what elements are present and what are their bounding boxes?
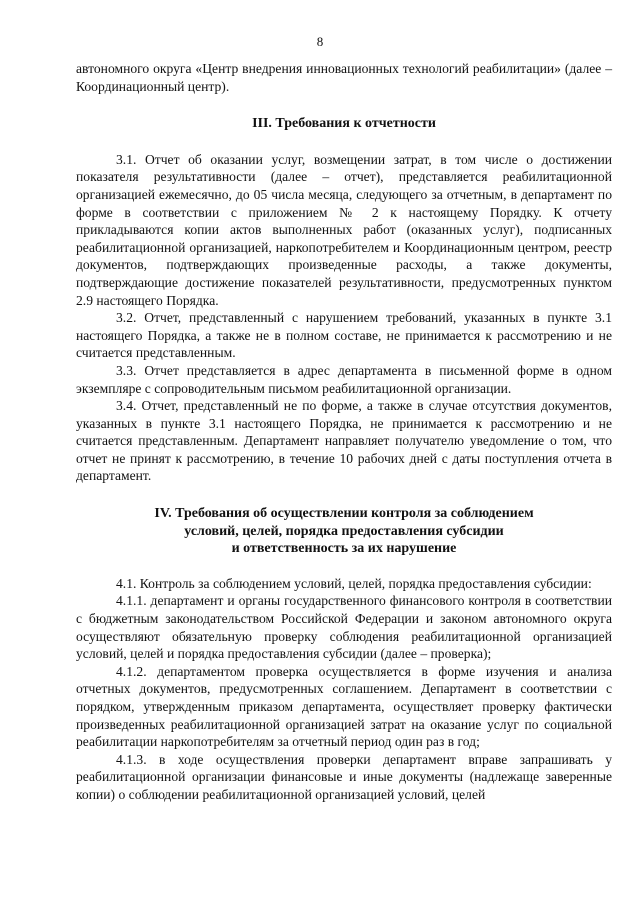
section-4-title-line: IV. Требования об осуществлении контроля за соблюдением: [154, 506, 534, 522]
paragraph-3-4: 3.4. Отчет, представленный не по форме, а также в случае отсутствия документов, указанных в пункте 3.1 настоящего Порядка, не принимается к рассмотрению и не считается представленным. Департамент направляет получателю уведомление о том, что отчет не принят к рассмотрению, в течение 10 рабочих дней с даты поступления отчета в департамент.: [76, 398, 612, 484]
document-body: [76, 60, 612, 804]
paragraph-3-3: 3.3. Отчет представляется в адрес департамента в письменной форме в одном экземпляре с сопроводительным письмом реабилитационной организации.: [76, 362, 612, 396]
section-3-title: III. Требования к отчетности: [252, 116, 436, 132]
section-4-title-line: и ответственность за их нарушение: [231, 541, 457, 557]
page-number: 8: [316, 34, 324, 49]
paragraph-3-1: 3.1. Отчет об оказании услуг, возмещении затрат, в том числе о достижении показателя результативности (далее – отчет), представляется реабилитационной организацией ежемесячно, до 05 числа месяца, следующего за отчетным, в департамент по форме в соответствии с приложением № 2 к настоящему Порядку. К отчету прикладываются копии актов выполненных работ (оказанных услуг), подписанных реабилитационной организацией, наркопотребителем и Координационным центром, реестр документов, подтверждающих произведенные расходы, а также документы, подтверждающие достижение показателей результативности, предусмотренных пунктом 2.9 настоящего Порядка.: [76, 151, 612, 308]
section-4-title: [76, 505, 612, 558]
intro-paragraph: автономного округа «Центр внедрения инновационных технологий реабилитации» (далее – Координационный центр).: [76, 61, 612, 94]
paragraph-4-1-2: 4.1.2. департаментом проверка осуществляется в форме изучения и анализа отчетных документов, предусмотренных соглашением. Департамент в соответствии с порядком, утвержденным приказом департамента, осуществляет проверку фактически произведенных реабилитационной организацией затрат на оказание услуг по социальной реабилитации наркопотребителям за отчетный период один раз в год;: [76, 663, 612, 750]
paragraph-4-1-1: 4.1.1. департамент и органы государственного финансового контроля в соответствии с бюджетным законодательством Российской Федерации и законом автономного округа осуществляют обязательную проверку соблюдения реабилитационной организацией условий, целей и порядка предоставления субсидии (далее – проверка);: [76, 593, 612, 662]
section-4-title-line: условий, целей, порядка предоставления субсидии: [184, 523, 504, 539]
paragraph-4-1-3: 4.1.3. в ходе осуществления проверки департамент вправе запрашивать у реабилитационной организации финансовые и иные документы (надлежаще заверенные копии) о соблюдении реабилитационной организацией условий, целей: [76, 751, 612, 802]
paragraph-3-2: 3.2. Отчет, представленный с нарушением требований, указанных в пункте 3.1 настоящего Порядка, а также не в полном составе, не принимается к рассмотрению и не считается представленным.: [76, 310, 612, 361]
paragraph-4-1: 4.1. Контроль за соблюдением условий, целей, порядка предоставления субсидии:: [116, 575, 592, 591]
